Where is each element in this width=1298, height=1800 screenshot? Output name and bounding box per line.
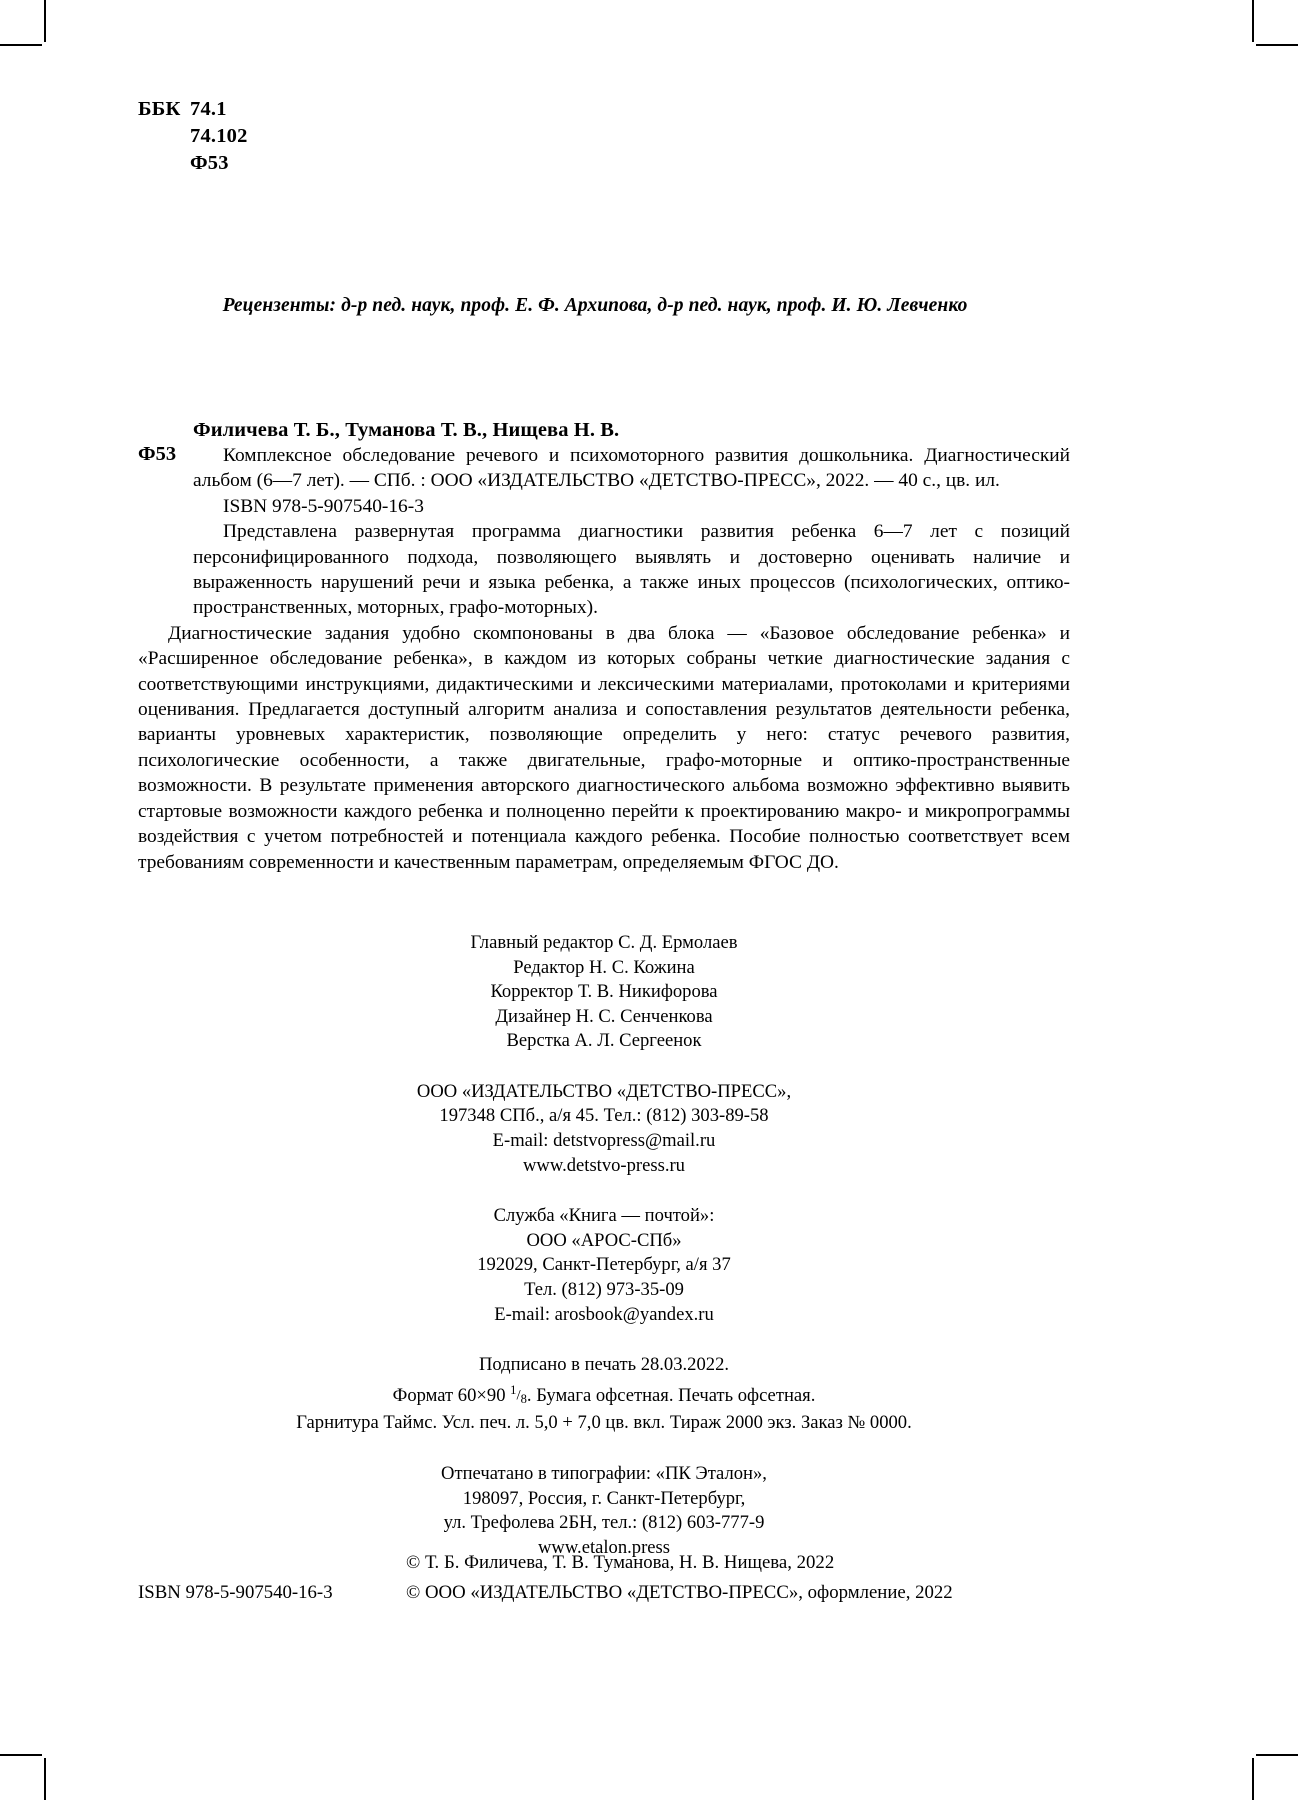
publisher-contact-group bbox=[138, 1080, 1070, 1178]
printing-house-name: Отпечатано в типографии: «ПК Эталон», bbox=[441, 1463, 767, 1485]
publisher-address-phone: 197348 СПб., а/я 45. Тел.: (812) 303-89-58 bbox=[439, 1105, 769, 1127]
fraction-slash: / bbox=[516, 1387, 521, 1404]
book-post-title: Служба «Книга — почтой»: bbox=[493, 1205, 715, 1227]
publisher-name: ООО «ИЗДАТЕЛЬСТВО «ДЕТСТВО-ПРЕСС», bbox=[416, 1080, 792, 1102]
crop-mark-top-left-horizontal bbox=[0, 44, 42, 46]
crop-mark-top-right-vertical bbox=[1252, 0, 1254, 42]
print-details-group bbox=[138, 1353, 1070, 1436]
copyright-authors: © Т. Б. Филичева, Т. В. Туманова, Н. В. Нищева, 2022 bbox=[406, 1552, 835, 1573]
bbk-label: ББК bbox=[138, 98, 181, 120]
print-format-fraction bbox=[510, 1378, 527, 1412]
printing-house-street-phone: ул. Трефолева 2БН, тел.: (812) 603-777-9 bbox=[443, 1512, 765, 1534]
print-format-prefix: Формат 60×90 bbox=[392, 1385, 511, 1407]
printing-house-group bbox=[138, 1462, 1070, 1560]
footer-isbn: ISBN 978-5-907540-16-3 bbox=[138, 1582, 333, 1603]
staff-chief-editor: Главный редактор С. Д. Ермолаев bbox=[470, 931, 738, 953]
bibliographic-record bbox=[138, 419, 1070, 875]
shelf-mark: Ф53 bbox=[138, 443, 177, 465]
crop-mark-bottom-left-vertical bbox=[44, 1758, 46, 1800]
bbk-code-1: 74.1 bbox=[190, 98, 227, 120]
crop-mark-top-left-vertical bbox=[44, 0, 46, 42]
title-description: Комплексное обследование речевого и психомоторного развития дошкольника. Диагностический альбом (6—7 лет). — СПб. : ООО «ИЗДАТЕЛЬСТВО «ДЕТСТВО-ПРЕСС», 2022. — 40 с., цв. ил. bbox=[193, 445, 1070, 492]
editorial-staff-group bbox=[138, 931, 1070, 1054]
crop-mark-bottom-right-horizontal bbox=[1256, 1754, 1298, 1756]
copyright-footer bbox=[138, 1548, 1078, 1608]
bbk-code-3: Ф53 bbox=[190, 152, 229, 174]
copyright-publisher: © ООО «ИЗДАТЕЛЬСТВО «ДЕТСТВО-ПРЕСС», оформление, 2022 bbox=[406, 1582, 953, 1603]
annotation-paragraph-1: Представлена развернутая программа диагностики развития ребенка 6—7 лет с позиций персонифицированного подхода, позволяющего выявлять и достоверно оценивать наличие и выраженность нарушений речи и языка ребенка, а также иных процессов (психологических, оптико-пространственных, моторных, графо-моторных). bbox=[193, 521, 1070, 619]
reviewers-line: Рецензенты: д-р пед. наук, проф. Е. Ф. Архипова, д-р пед. наук, проф. И. Ю. Левченко bbox=[222, 295, 968, 316]
staff-editor: Редактор Н. С. Кожина bbox=[513, 956, 695, 978]
book-post-email: E-mail: arosbook@yandex.ru bbox=[494, 1303, 714, 1325]
staff-layout: Верстка А. Л. Сергеенок bbox=[506, 1030, 702, 1052]
print-run-line: Гарнитура Таймс. Усл. печ. л. 5,0 + 7,0 цв. вкл. Тираж 2000 экз. Заказ № 0000. bbox=[296, 1412, 912, 1434]
publisher-email: E-mail: detstvopress@mail.ru bbox=[492, 1130, 716, 1152]
publisher-website: www.detstvo-press.ru bbox=[523, 1154, 685, 1176]
printing-house-website: www.etalon.press bbox=[537, 1536, 671, 1558]
book-post-phone: Тел. (812) 973-35-09 bbox=[524, 1279, 684, 1301]
copyright-row bbox=[138, 1548, 1078, 1608]
book-post-company: ООО «АРОС-СПб» bbox=[526, 1229, 682, 1251]
print-format-suffix: . Бумага офсетная. Печать офсетная. bbox=[526, 1385, 816, 1407]
print-format-line bbox=[138, 1378, 1070, 1412]
book-post-address: 192029, Санкт-Петербург, а/я 37 bbox=[477, 1254, 731, 1276]
fraction-numerator: 1 bbox=[510, 1382, 517, 1397]
classification-row-primary bbox=[138, 96, 1070, 123]
page-content bbox=[138, 96, 1070, 1560]
book-post-service-group bbox=[138, 1204, 1070, 1327]
staff-designer: Дизайнер Н. С. Сенченкова bbox=[495, 1005, 713, 1027]
crop-mark-top-right-horizontal bbox=[1256, 44, 1298, 46]
bbk-code-2: 74.102 bbox=[190, 125, 248, 147]
print-signed-date: Подписано в печать 28.03.2022. bbox=[478, 1354, 730, 1376]
classification-block bbox=[138, 96, 1070, 177]
isbn-line: ISBN 978-5-907540-16-3 bbox=[223, 495, 424, 517]
crop-mark-bottom-left-horizontal bbox=[0, 1754, 42, 1756]
imprint-block bbox=[138, 931, 1070, 1561]
printing-house-city: 198097, Россия, г. Санкт-Петербург, bbox=[462, 1487, 746, 1509]
authors-line: Филичева Т. Б., Туманова Т. В., Нищева Н. В. bbox=[193, 419, 620, 441]
crop-mark-bottom-right-vertical bbox=[1252, 1758, 1254, 1800]
bibliographic-body bbox=[138, 443, 1070, 621]
annotation-paragraph-2: Диагностические задания удобно скомпонованы в два блока — «Базовое обследование ребенка» и «Расширенное обследование ребенка», в каждом из которых собраны четкие диагностические задания с соответствующими инструкциями, дидактическими и лексическими материалами, протоколами и критериями оценивания. Предлагается доступный алгоритм анализа и сопоставления результатов деятельности ребенка, варианты уровневых характеристик, позволяющие определить у него: статус речевого развития, психологические особенности, а также двигательные, графо-моторные и оптико-пространственные возможности. В результате применения авторского диагностического альбома возможно эффективно выявить стартовые возможности каждого ребенка и полноценно перейти к проектированию макро- и микропрограммы воздействия с учетом потребностей и потенциала каждого ребенка. Пособие полностью соответствует всем требованиям современности и качественным параметрам, определяемым ФГОС ДО. bbox=[138, 622, 1070, 873]
copyright-lines bbox=[406, 1548, 1078, 1608]
fraction-denominator: 8 bbox=[520, 1391, 527, 1406]
staff-proofreader: Корректор Т. В. Никифорова bbox=[490, 981, 718, 1003]
